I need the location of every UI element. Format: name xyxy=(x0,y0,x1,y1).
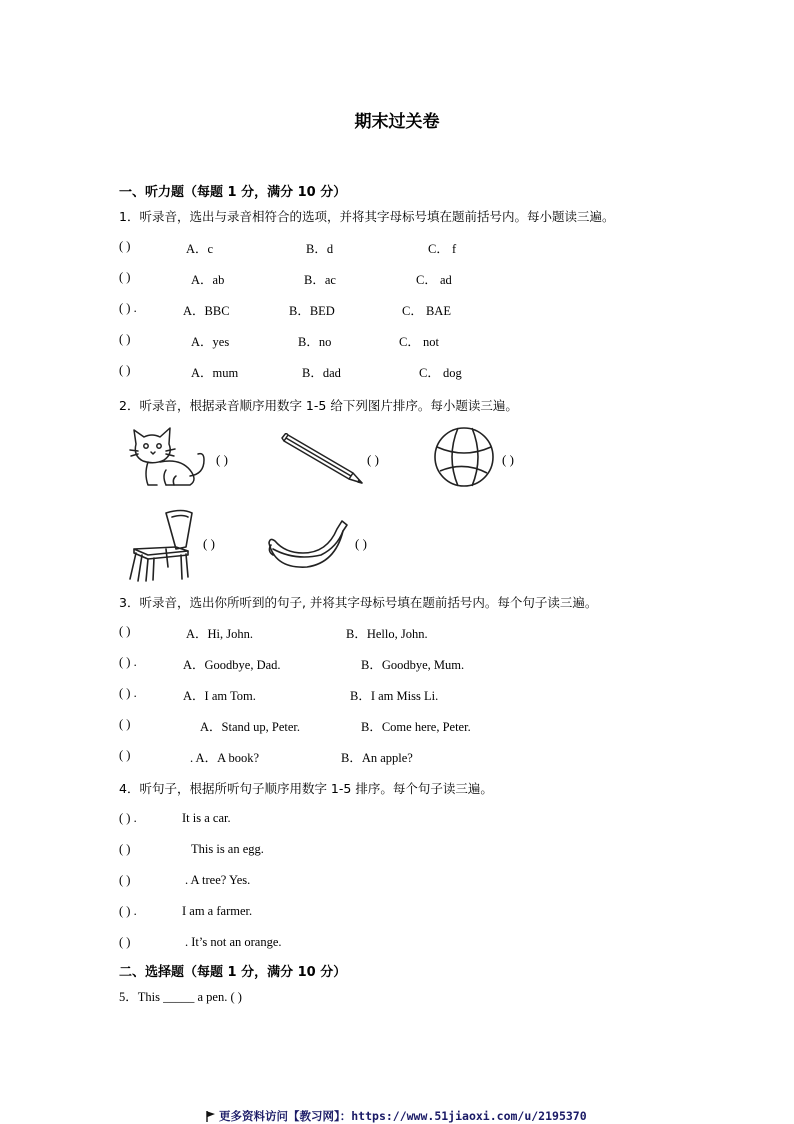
answer-bracket[interactable]: ( ) xyxy=(119,270,131,284)
option-b: B．Hello, John. xyxy=(346,627,428,641)
question-2-instruction: 2．听录音，根据录音顺序用数字 1-5 给下列图片排序。每小题读三遍。 xyxy=(119,398,518,413)
answer-bracket[interactable]: ( ) xyxy=(119,332,131,346)
option-a: A．Hi, John. xyxy=(186,627,254,641)
section-heading-choice: 二、选择题（每题 1 分，满分 10 分） xyxy=(119,965,347,980)
answer-bracket[interactable]: ( ) xyxy=(119,842,131,856)
page-title: 期末过关卷 xyxy=(354,112,440,132)
picture-bracket[interactable]: ( ) xyxy=(355,536,367,551)
option-b: B．d xyxy=(306,242,334,256)
option-b: B．ac xyxy=(304,273,336,287)
answer-bracket[interactable]: ( ) . xyxy=(119,904,137,918)
picture-bracket[interactable]: ( ) xyxy=(203,536,215,551)
option-a: . A．A book? xyxy=(190,751,260,765)
banana-picture xyxy=(265,515,349,573)
flag-icon xyxy=(206,1111,216,1122)
answer-bracket[interactable]: ( ) xyxy=(119,935,131,949)
question-5: 5．This _____ a pen. ( ) xyxy=(119,990,242,1004)
cat-picture xyxy=(128,424,208,490)
sentence: It is a car. xyxy=(182,811,231,825)
section-heading-listening: 一、听力题（每题 1 分，满分 10 分） xyxy=(119,185,347,200)
option-a: A．BBC xyxy=(183,304,230,318)
question-4-instruction: 4．听句子，根据所听句子顺序用数字 1-5 排序。每个句子读三遍。 xyxy=(119,781,493,796)
option-c: C． dog xyxy=(419,366,462,380)
option-a: A．mum xyxy=(191,366,239,380)
question-3-instruction: 3．听录音，选出你所听到的句子, 并将其字母标号填在题前括号内。每个句子读三遍。 xyxy=(119,595,598,610)
pencil-picture xyxy=(281,433,365,485)
option-b: B．An apple? xyxy=(341,751,413,765)
sentence: . It’s not an orange. xyxy=(185,935,282,949)
option-a: A．c xyxy=(186,242,214,256)
answer-bracket[interactable]: ( ) xyxy=(119,363,131,377)
option-b: B．dad xyxy=(302,366,341,380)
sentence: . A tree? Yes. xyxy=(185,873,251,887)
option-c: C． not xyxy=(399,335,439,349)
option-a: A．Goodbye, Dad. xyxy=(183,658,281,672)
option-a: A．I am Tom. xyxy=(183,689,256,703)
picture-bracket[interactable]: ( ) xyxy=(216,452,228,467)
ball-picture xyxy=(432,425,496,489)
option-b: B．Come here, Peter. xyxy=(361,720,471,734)
option-c: C． ad xyxy=(416,273,452,287)
option-b: B．no xyxy=(298,335,332,349)
option-c: C． f xyxy=(428,242,457,256)
option-c: C． BAE xyxy=(402,304,451,318)
footer-link[interactable]: 更多资料访问【教习网】：https://www.51jiaoxi.com/u/2195370 xyxy=(219,1109,587,1123)
answer-bracket[interactable]: ( ) xyxy=(119,748,131,762)
answer-bracket[interactable]: ( ) xyxy=(119,624,131,638)
option-a: A．Stand up, Peter. xyxy=(200,720,300,734)
picture-bracket[interactable]: ( ) xyxy=(367,452,379,467)
answer-bracket[interactable]: ( ) . xyxy=(119,686,137,700)
option-b: B．Goodbye, Mum. xyxy=(361,658,465,672)
sentence: This is an egg. xyxy=(191,842,264,856)
question-1-instruction: 1．听录音，选出与录音相符合的选项，并将其字母标号填在题前括号内。每小题读三遍。 xyxy=(119,209,615,224)
chair-picture xyxy=(126,507,198,583)
answer-bracket[interactable]: ( ) xyxy=(119,873,131,887)
option-b: B．BED xyxy=(289,304,335,318)
answer-bracket[interactable]: ( ) . xyxy=(119,655,137,669)
answer-bracket[interactable]: ( ) . xyxy=(119,811,137,825)
option-b: B．I am Miss Li. xyxy=(350,689,439,703)
option-a: A．yes xyxy=(191,335,230,349)
picture-bracket[interactable]: ( ) xyxy=(502,452,514,467)
sentence: I am a farmer. xyxy=(182,904,253,918)
answer-bracket[interactable]: ( ) . xyxy=(119,301,137,315)
answer-bracket[interactable]: ( ) xyxy=(119,239,131,253)
answer-bracket[interactable]: ( ) xyxy=(119,717,131,731)
option-a: A．ab xyxy=(191,273,225,287)
